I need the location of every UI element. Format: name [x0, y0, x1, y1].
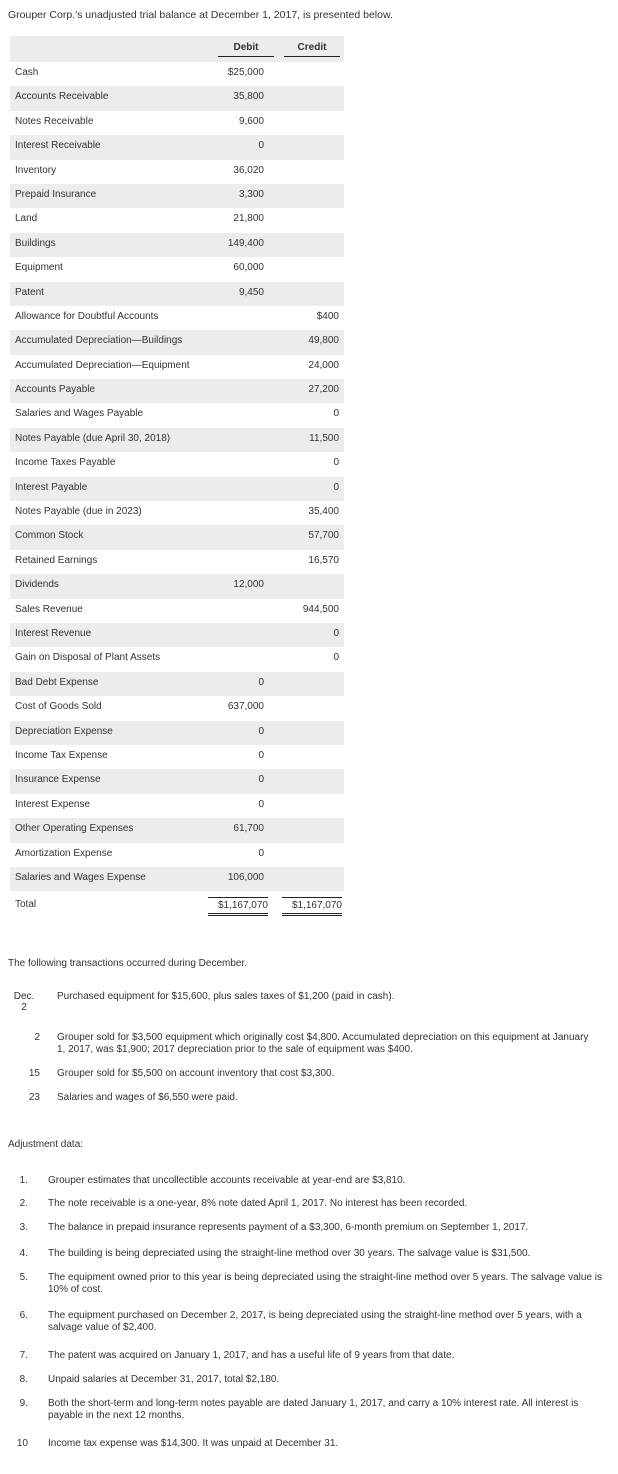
debit-value: 106,000 [227, 871, 264, 883]
table-header [10, 36, 344, 62]
transaction-date: 23 [28, 1092, 40, 1103]
table-row [10, 257, 344, 281]
credit-value: 0 [333, 408, 339, 420]
account-name: Salaries and Wages Payable [15, 408, 144, 420]
debit-value: 637,000 [227, 701, 264, 713]
adjustment-number: 7. [19, 1350, 28, 1361]
adjustment-text: Unpaid salaries at December 31, 2017, total $2,180. [48, 1374, 280, 1385]
table-row [10, 867, 344, 891]
account-name: Gain on Disposal of Plant Assets [15, 652, 161, 664]
credit-value: 16,570 [308, 554, 339, 566]
adjustment-number: 3. [19, 1222, 28, 1233]
account-name: Cash [15, 67, 39, 78]
account-name: Sales Revenue [15, 603, 83, 615]
table-row [10, 501, 344, 525]
account-name: Depreciation Expense [15, 725, 113, 737]
table-row [10, 111, 344, 135]
credit-value: 35,400 [308, 506, 339, 518]
debit-value: 21,800 [233, 213, 264, 225]
table-row [10, 233, 344, 257]
transaction-date: 2 [34, 1032, 40, 1043]
debit-value: $25,000 [227, 67, 264, 78]
total-label: Total [15, 899, 37, 911]
credit-value: $400 [316, 310, 339, 322]
debit-value: 36,020 [233, 164, 264, 176]
credit-value: 0 [333, 457, 339, 469]
table-row [10, 525, 344, 549]
transaction-text: Salaries and wages of $6,550 were paid. [57, 1092, 238, 1103]
adjustment-text: The equipment purchased on December 2, 2017, is being depreciated using the straight-line method over 5 years, with a salvage value of $2,400. [48, 1310, 582, 1333]
account-name: Cost of Goods Sold [15, 701, 102, 713]
table-row [10, 452, 344, 476]
debit-value: 0 [258, 847, 264, 859]
total-credit: $1,167,070 [282, 897, 342, 916]
account-name: Other Operating Expenses [15, 823, 134, 835]
adjustment-text: Grouper estimates that uncollectible accounts receivable at year-end are $3,810. [48, 1175, 406, 1186]
credit-value: 57,700 [308, 530, 339, 542]
credit-value: 0 [333, 627, 339, 639]
table-row [10, 843, 344, 867]
adjustment-number: 1. [19, 1175, 28, 1186]
adjustment-number: 4. [19, 1248, 28, 1259]
table-row [10, 623, 344, 647]
table-row [10, 721, 344, 745]
account-name: Common Stock [15, 530, 84, 542]
table-row [10, 330, 344, 354]
account-name: Accumulated Depreciation—Equipment [15, 359, 190, 371]
adjustment-number: 10 [16, 1438, 28, 1449]
account-name: Allowance for Doubtful Accounts [15, 310, 159, 322]
table-row [10, 647, 344, 671]
account-name: Interest Receivable [15, 140, 101, 152]
account-name: Patent [15, 286, 44, 298]
adjustment-number: 6. [19, 1310, 28, 1321]
debit-value: 61,700 [233, 823, 264, 835]
transaction-date: 15 [28, 1068, 40, 1079]
credit-value: 49,800 [308, 335, 339, 347]
table-row [10, 135, 344, 159]
account-name: Notes Payable (due in 2023) [15, 506, 142, 518]
debit-value: 0 [258, 676, 264, 688]
credit-value: 0 [333, 652, 339, 664]
account-name: Notes Payable (due April 30, 2018) [15, 432, 171, 444]
table-row [10, 696, 344, 720]
debit-value: 60,000 [233, 262, 264, 274]
debit-value: 0 [258, 725, 264, 737]
adjustment-number: 9. [19, 1398, 28, 1409]
table-row [10, 745, 344, 769]
account-name: Bad Debt Expense [15, 676, 99, 688]
debit-value: 12,000 [233, 579, 264, 591]
account-name: Equipment [15, 262, 63, 274]
table-row [10, 574, 344, 598]
account-name: Income Tax Expense [15, 749, 108, 761]
adjustment-text: The patent was acquired on January 1, 2017, and has a useful life of 9 years from that date. [48, 1350, 455, 1361]
credit-value: 24,000 [308, 359, 339, 371]
adjustment-number: 8. [19, 1374, 28, 1385]
intro-text: Grouper Corp.'s unadjusted trial balance at December 1, 2017, is presented below. [8, 9, 393, 21]
transaction-text: Purchased equipment for $15,600, plus sales taxes of $1,200 (paid in cash). [57, 991, 395, 1002]
account-name: Dividends [15, 579, 59, 591]
adjustment-number: 2. [19, 1198, 28, 1209]
transaction-text: Grouper sold for $5,500 on account inventory that cost $3,300. [57, 1068, 335, 1079]
credit-header: Credit [282, 42, 342, 53]
adjustment-text: The note receivable is a one-year, 8% note dated April 1, 2017. No interest has been recorded. [48, 1198, 468, 1209]
account-name: Accumulated Depreciation—Buildings [15, 335, 183, 347]
debit-value: 149,400 [227, 237, 264, 249]
debit-value: 9,450 [238, 286, 264, 298]
table-row [10, 184, 344, 208]
table-row [10, 428, 344, 452]
account-name: Accounts Payable [15, 384, 96, 396]
account-name: Retained Earnings [15, 554, 98, 566]
table-row [10, 794, 344, 818]
debit-value: 35,800 [233, 91, 264, 103]
credit-value: 27,200 [308, 384, 339, 396]
transaction-date: Dec. 2 [13, 991, 35, 1013]
adjustment-heading: Adjustment data: [8, 1139, 84, 1150]
transactions-heading: The following transactions occurred during December. [8, 958, 248, 969]
adjustment-text: The equipment owned prior to this year is being depreciated using the straight-line method over 5 years. The salvage value is 10% of cost. [48, 1272, 603, 1295]
adjustment-number: 5. [19, 1272, 28, 1283]
table-row [10, 208, 344, 232]
adjustment-text: Income tax expense was $14,300. It was unpaid at December 31. [48, 1438, 339, 1449]
account-name: Income Taxes Payable [15, 457, 116, 469]
account-name: Land [15, 213, 38, 225]
debit-value: 0 [258, 140, 264, 152]
table-row [10, 282, 344, 306]
adjustment-text: Both the short-term and long-term notes payable are dated January 1, 2017, and carry a 10% interest rate. All interest is payable in the next 12 months. [48, 1398, 579, 1421]
table-body [10, 62, 344, 891]
debit-value: 0 [258, 749, 264, 761]
table-row [10, 599, 344, 623]
adjustment-text: The building is being depreciated using the straight-line method over 30 years. The salvage value is $31,500. [48, 1248, 531, 1259]
table-row [10, 818, 344, 842]
debit-value: 0 [258, 798, 264, 810]
account-name: Salaries and Wages Expense [15, 871, 146, 883]
total-debit: $1,167,070 [208, 897, 268, 916]
table-row [10, 86, 344, 110]
account-name: Interest Expense [15, 798, 91, 810]
table-row [10, 62, 344, 86]
account-name: Prepaid Insurance [15, 188, 97, 200]
account-name: Buildings [15, 237, 56, 249]
trial-balance-table [10, 36, 344, 921]
account-name: Insurance Expense [15, 774, 101, 786]
credit-value: 944,500 [302, 603, 339, 615]
account-name: Amortization Expense [15, 847, 113, 859]
table-row [10, 306, 344, 330]
account-name: Interest Revenue [15, 627, 92, 639]
debit-value: 3,300 [238, 188, 264, 200]
table-row [10, 769, 344, 793]
credit-value: 0 [333, 481, 339, 493]
table-row [10, 550, 344, 574]
table-row [10, 160, 344, 184]
table-row [10, 477, 344, 501]
debit-value: 9,600 [238, 115, 264, 127]
table-row [10, 403, 344, 427]
table-row [10, 355, 344, 379]
debit-header: Debit [216, 42, 276, 53]
total-row [10, 891, 344, 921]
account-name: Interest Payable [15, 481, 88, 493]
account-name: Notes Receivable [15, 115, 94, 127]
account-name: Inventory [15, 164, 57, 176]
table-row [10, 672, 344, 696]
adjustment-text: The balance in prepaid insurance represents payment of a $3,300, 6-month premium on September 1, 2017. [48, 1222, 529, 1233]
table-row [10, 379, 344, 403]
debit-value: 0 [258, 774, 264, 786]
credit-value: 11,500 [309, 432, 339, 444]
transaction-text: Grouper sold for $3,500 equipment which originally cost $4,800. Accumulated depreciation on this equipment at January 1, 2017, was $1,900; 2017 depreciation prior to the sale of equipment was $400. [57, 1032, 589, 1055]
account-name: Accounts Receivable [15, 91, 109, 103]
